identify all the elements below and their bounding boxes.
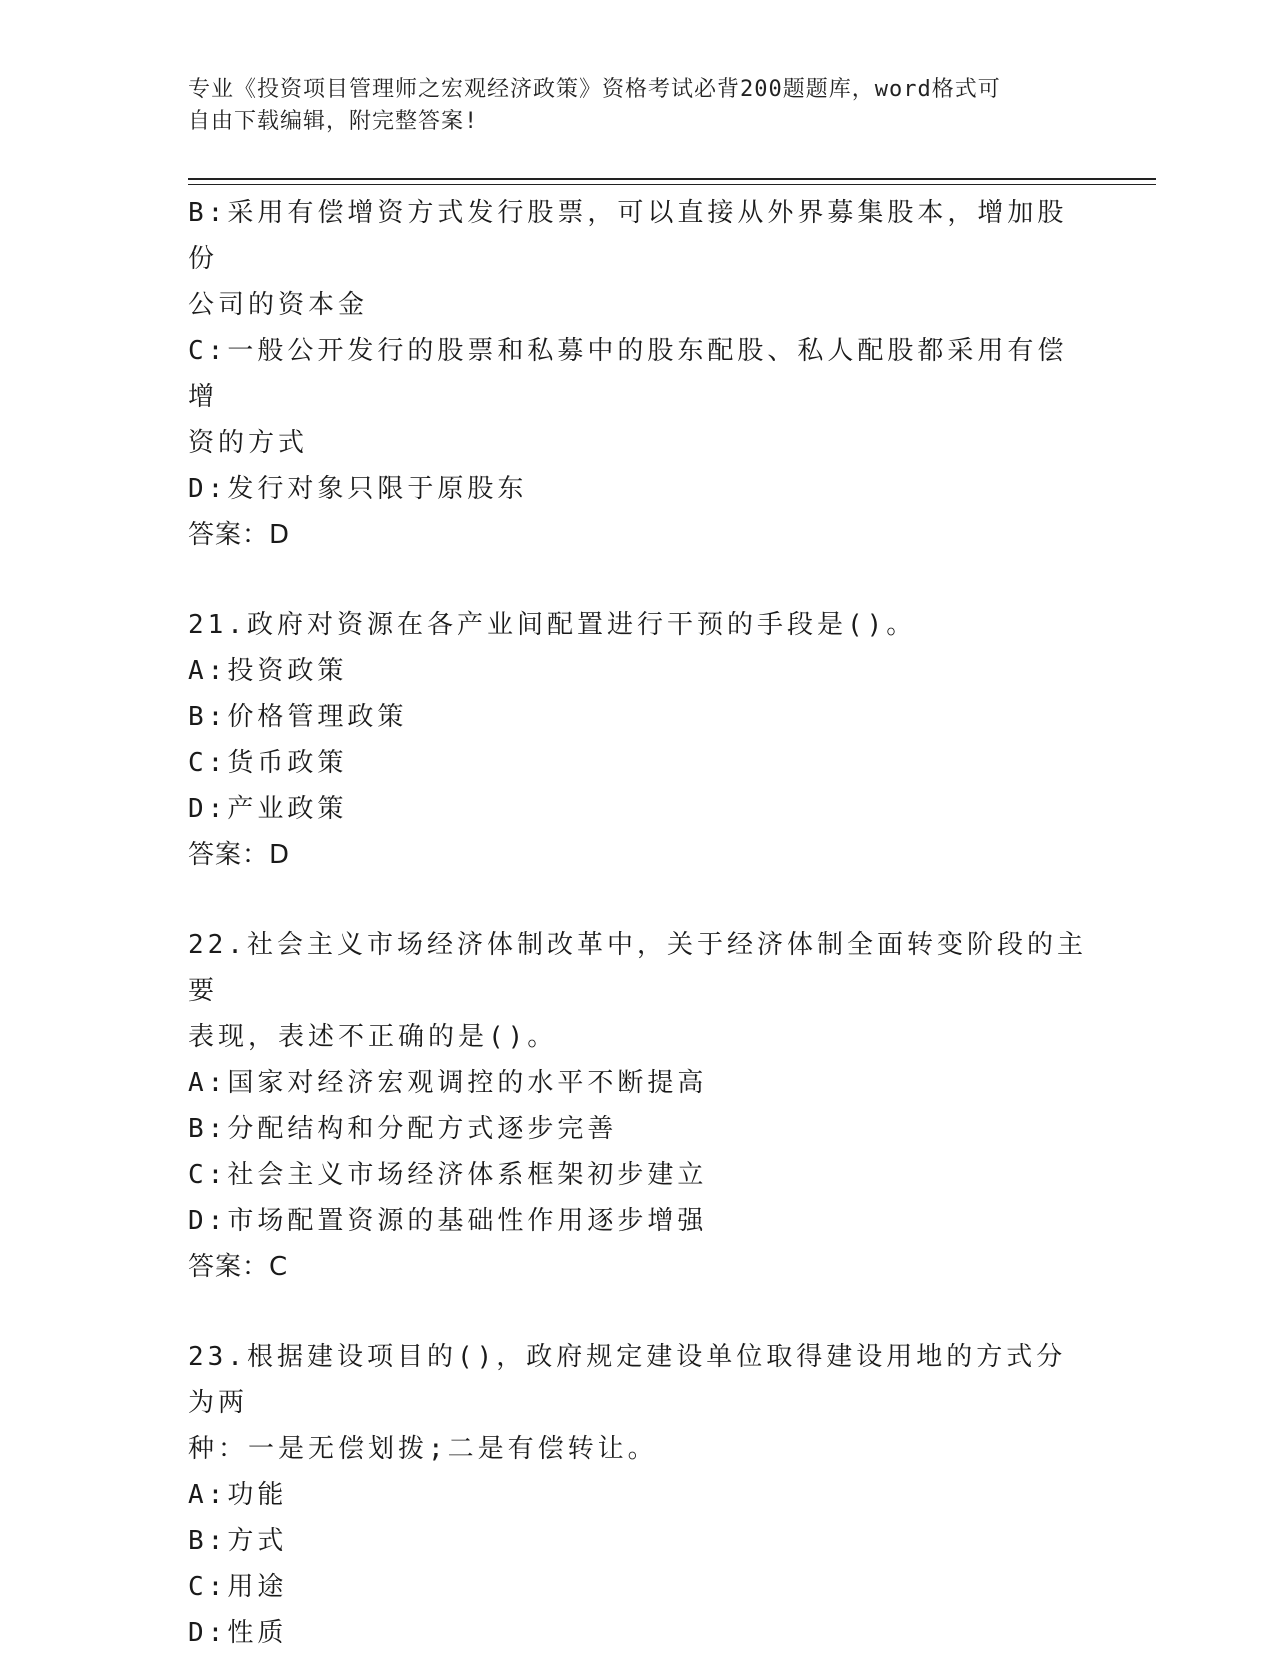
option-d: D:产业政策 [188,794,348,824]
option-d: D:市场配置资源的基础性作用逐步增强 [188,1206,708,1236]
option-c-line-2: 资的方式 [188,428,309,458]
question-stem-line-2: 种：一是无偿划拨;二是有偿转让。 [188,1434,658,1464]
option-a: A:投资政策 [188,656,348,686]
option-a: A:功能 [188,1480,288,1510]
document-header [188,74,1068,138]
spacer [188,878,1088,922]
question-stem: 21.政府对资源在各产业间配置进行干预的手段是()。 [188,610,917,640]
header-divider-thick [188,178,1156,180]
option-b: B:方式 [188,1526,288,1556]
option-c: C:用途 [188,1572,288,1602]
option-b: B:价格管理政策 [188,702,408,732]
option-c: C:社会主义市场经济体系框架初步建立 [188,1160,708,1190]
option-b-line-1: B:采用有偿增资方式发行股票，可以直接从外界募集股本，增加股份 [188,198,1068,274]
header-divider-thin [188,184,1156,185]
document-body [188,190,1088,1656]
answer-line: 答案：D [188,840,291,870]
header-line-1: 专业《投资项目管理师之宏观经济政策》资格考试必背200题题库，word格式可 [188,77,1001,102]
spacer [188,1290,1088,1334]
option-b: B:分配结构和分配方式逐步完善 [188,1114,618,1144]
option-c-line-1: C:一般公开发行的股票和私募中的股东配股、私人配股都采用有偿增 [188,336,1068,412]
answer-line: 答案：C [188,1252,289,1282]
question-stem-line-1: 23.根据建设项目的()，政府规定建设单位取得建设用地的方式分为两 [188,1342,1067,1418]
header-line-2: 自由下载编辑，附完整答案! [188,109,479,134]
option-b-line-2: 公司的资本金 [188,290,369,320]
option-d: D:性质 [188,1618,288,1648]
question-23 [188,1334,1088,1656]
option-a: A:国家对经济宏观调控的水平不断提高 [188,1068,708,1098]
question-stem-line-1: 22.社会主义市场经济体制改革中，关于经济体制全面转变阶段的主要 [188,930,1087,1006]
option-d-line: D:发行对象只限于原股东 [188,474,528,504]
option-c: C:货币政策 [188,748,348,778]
question-22 [188,922,1088,1290]
answer-line: 答案：D [188,520,291,550]
spacer [188,558,1088,602]
question-stem-line-2: 表现，表述不正确的是()。 [188,1022,558,1052]
question-21 [188,602,1088,878]
prev-question-block [188,190,1088,558]
